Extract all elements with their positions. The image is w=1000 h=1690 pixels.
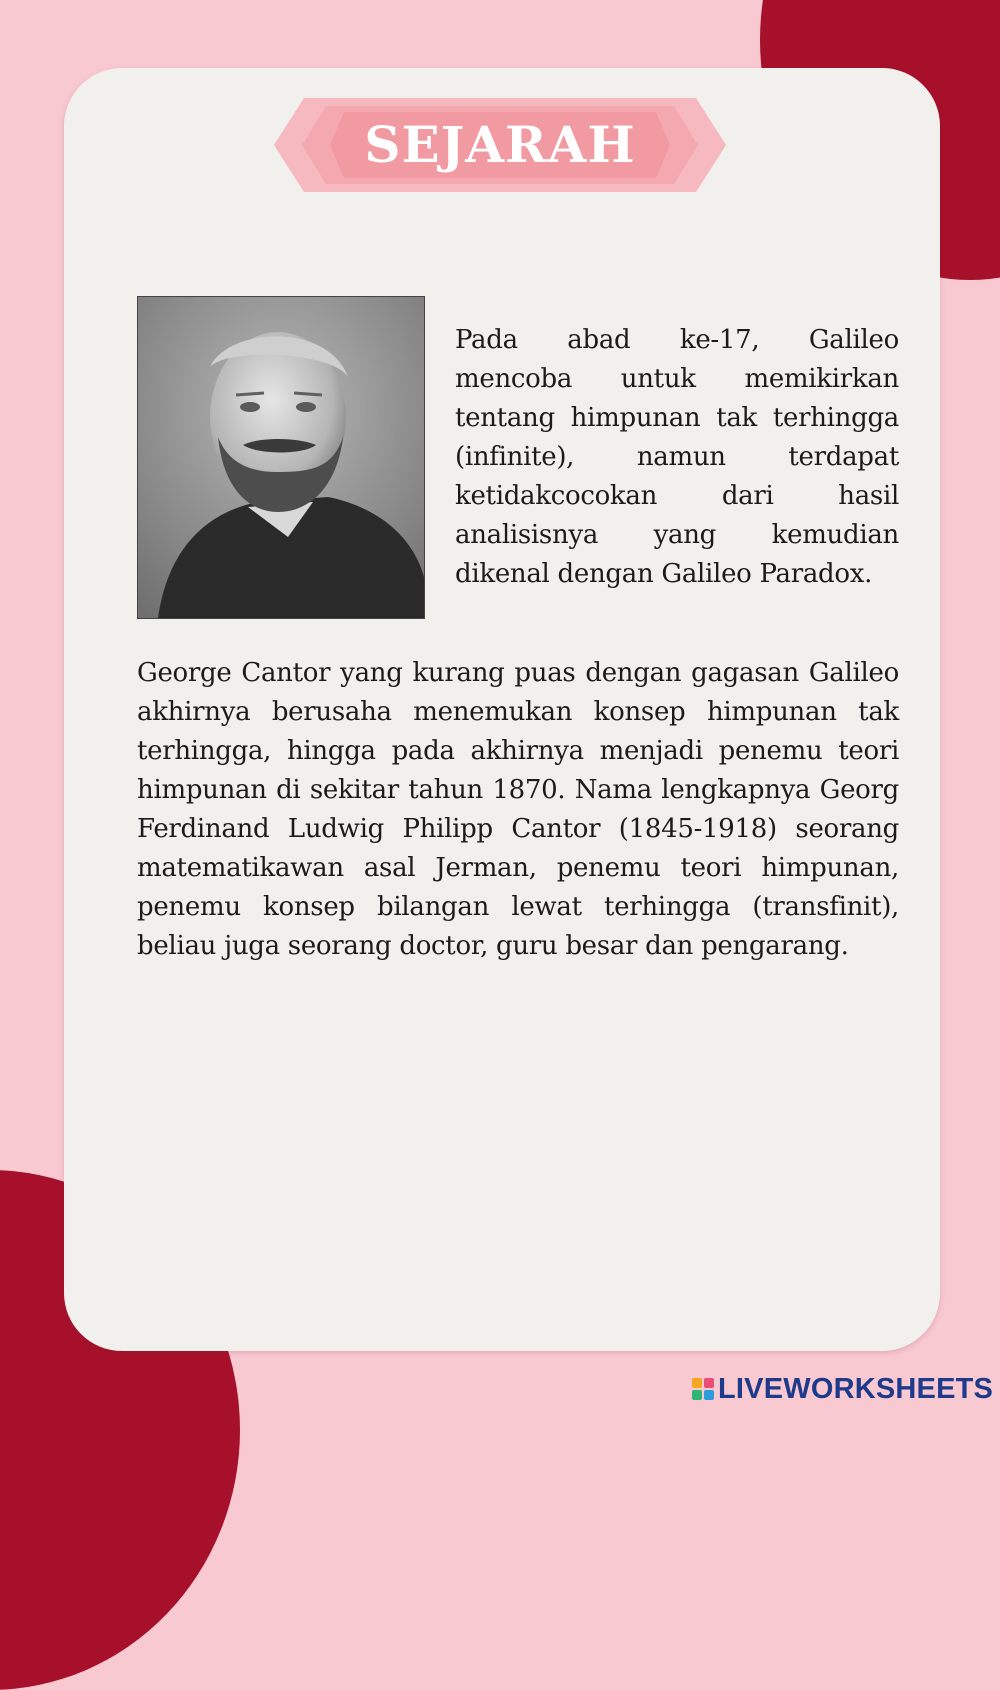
liveworksheets-logo[interactable] xyxy=(692,1372,993,1406)
logo-grid-icon xyxy=(692,1378,714,1400)
portrait-photo xyxy=(137,296,425,619)
logo-text: LIVEWORKSHEETS xyxy=(718,1372,994,1405)
intro-paragraph: Pada abad ke-17, Galileo mencoba untuk memikirkan tentang himpunan tak terhingga (infinite), namun terdapat ketidakcocokan dari hasil analisisnya yang kemudian dikenal dengan Galileo Paradox. xyxy=(455,325,899,589)
portrait-image xyxy=(138,297,424,618)
page-title: SEJARAH xyxy=(364,115,636,174)
cantor-paragraph: George Cantor yang kurang puas dengan gagasan Galileo akhirnya berusaha menemukan konsep himpunan tak terhingga, hingga pada akhirnya menjadi penemu teori himpunan di sekitar tahun 1870. Nama lengkapnya Georg Ferdinand Ludwig Philipp Cantor (1845-1918) seorang matematikawan asal Jerman, penemu teori himpunan, penemu konsep bilangan lewat terhingga (transfinit), beliau juga seorang doctor, guru besar dan pengarang. xyxy=(137,658,899,961)
title-banner xyxy=(274,98,726,192)
